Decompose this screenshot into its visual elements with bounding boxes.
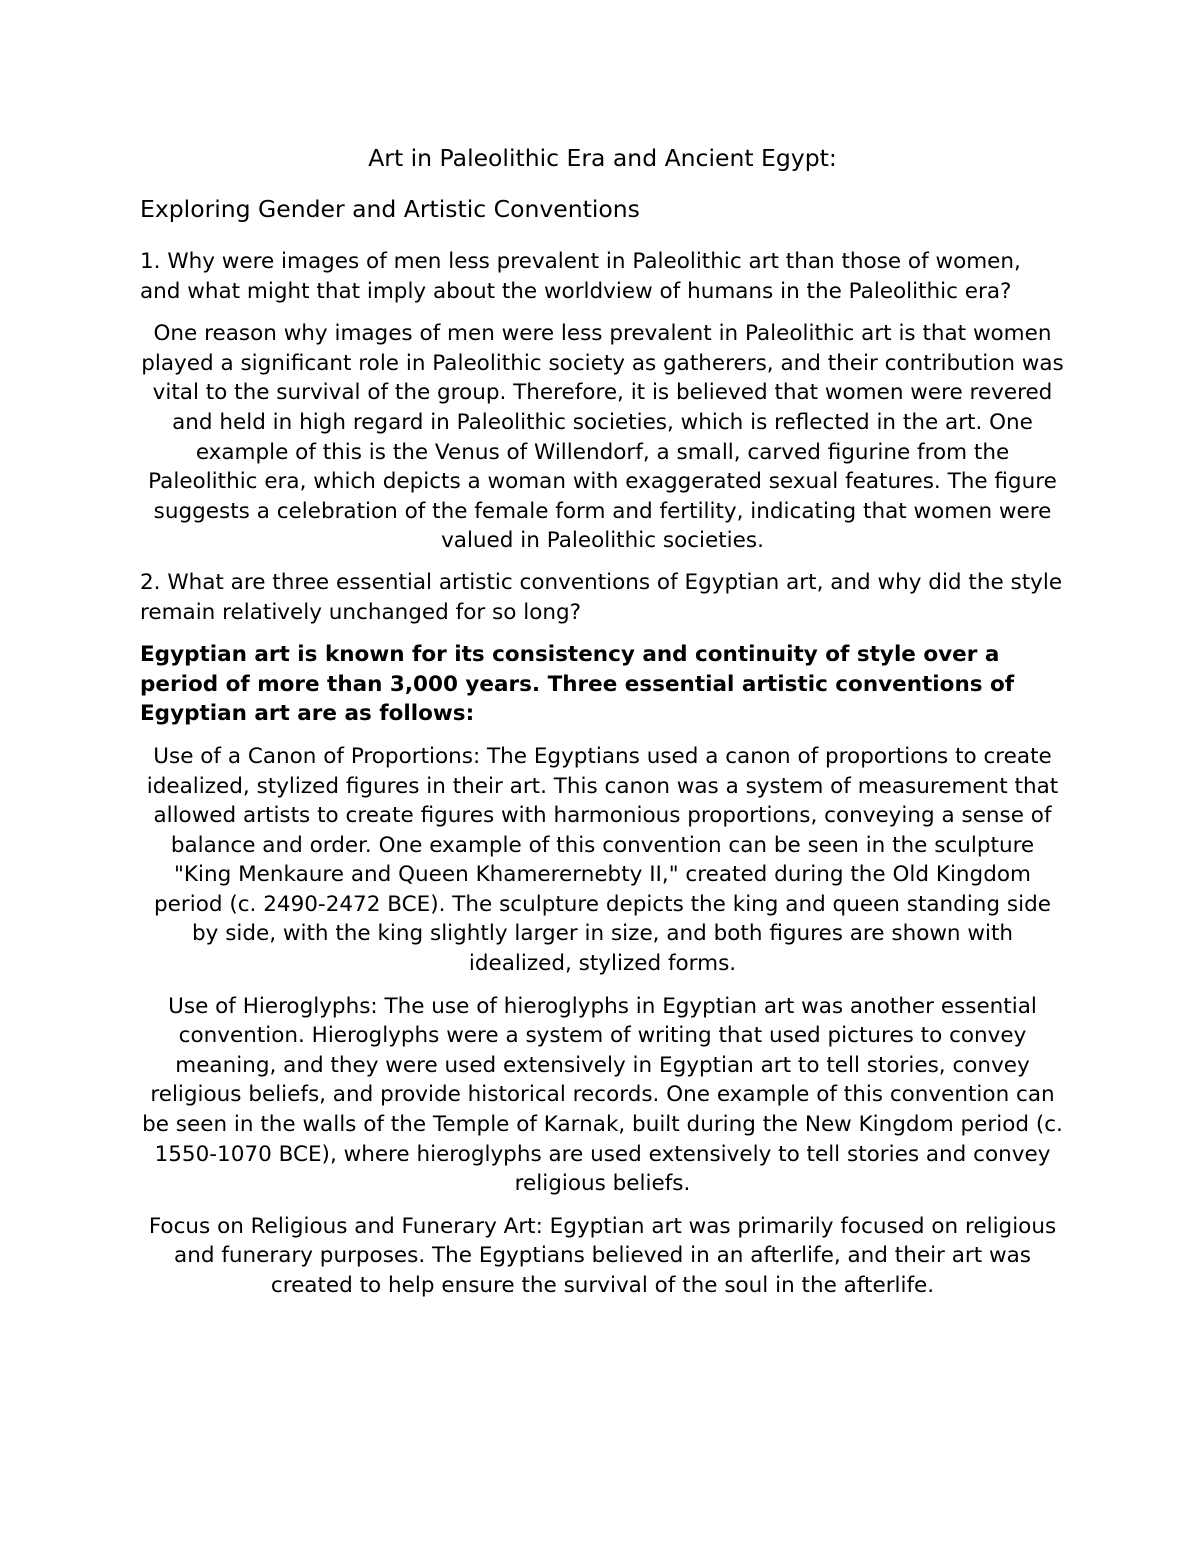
answer-1-paragraph: One reason why images of men were less prevalent in Paleolithic art is that women played a significant role in Paleolithic society as gatherers, and their contribution was vital to the survival of the group. Therefore, it is believed that women were revered and held in high regard in Paleolithic societies, which is reflected in the art. One example of this is the Venus of Willendorf, a small, carved figurine from the Paleolithic era, which depicts a woman with exaggerated sexual features. The figure suggests a celebration of the female form and fertility, indicating that women were valued in Paleolithic societies.: [141, 321, 1064, 554]
document-subtitle: Exploring Gender and Artistic Conventions: [140, 195, 640, 223]
document-title: Art in Paleolithic Era and Ancient Egypt:: [368, 144, 837, 172]
convention-3-paragraph: Focus on Religious and Funerary Art: Egyptian art was primarily focused on religious and funerary purposes. The Egyptians believed in an afterlife, and their art was created to help ensure the survival of the soul in the afterlife.: [148, 1213, 1057, 1298]
question-1: 1. Why were images of men less prevalent in Paleolithic art than those of women, and what might that imply about the worldview of humans in the Paleolithic era?: [140, 249, 1021, 304]
question-2: 2. What are three essential artistic conventions of Egyptian art, and why did the style remain relatively unchanged for so long?: [140, 569, 1063, 625]
convention-2-paragraph: Use of Hieroglyphs: The use of hieroglyphs in Egyptian art was another essential convention. Hieroglyphs were a system of writing that used pictures to convey meaning, and they were used extensively in Egyptian art to tell stories, convey religious beliefs, and provide historical records. One example of this convention can be seen in the walls of the Temple of Karnak, built during the New Kingdom period (c. 1550-1070 BCE), where hieroglyphs are used extensively to tell stories and convey religious beliefs.: [142, 993, 1063, 1197]
answer-2-intro: Egyptian art is known for its consistency and continuity of style over a period of more than 3,000 years. Three essential artistic conventions of Egyptian art are as follows:: [140, 642, 1015, 727]
document-page: [140, 140, 1065, 1301]
convention-1-paragraph: Use of a Canon of Proportions: The Egyptians used a canon of proportions to create idealized, stylized figures in their art. This canon was a system of measurement that allowed artists to create figures with harmonious proportions, conveying a sense of balance and order. One example of this convention can be seen in the sculpture "King Menkaure and Queen Khamerernebty II," created during the Old Kingdom period (c. 2490-2472 BCE). The sculpture depicts the king and queen standing side by side, with the king slightly larger in size, and both figures are shown with idealized, stylized forms.: [146, 743, 1059, 977]
